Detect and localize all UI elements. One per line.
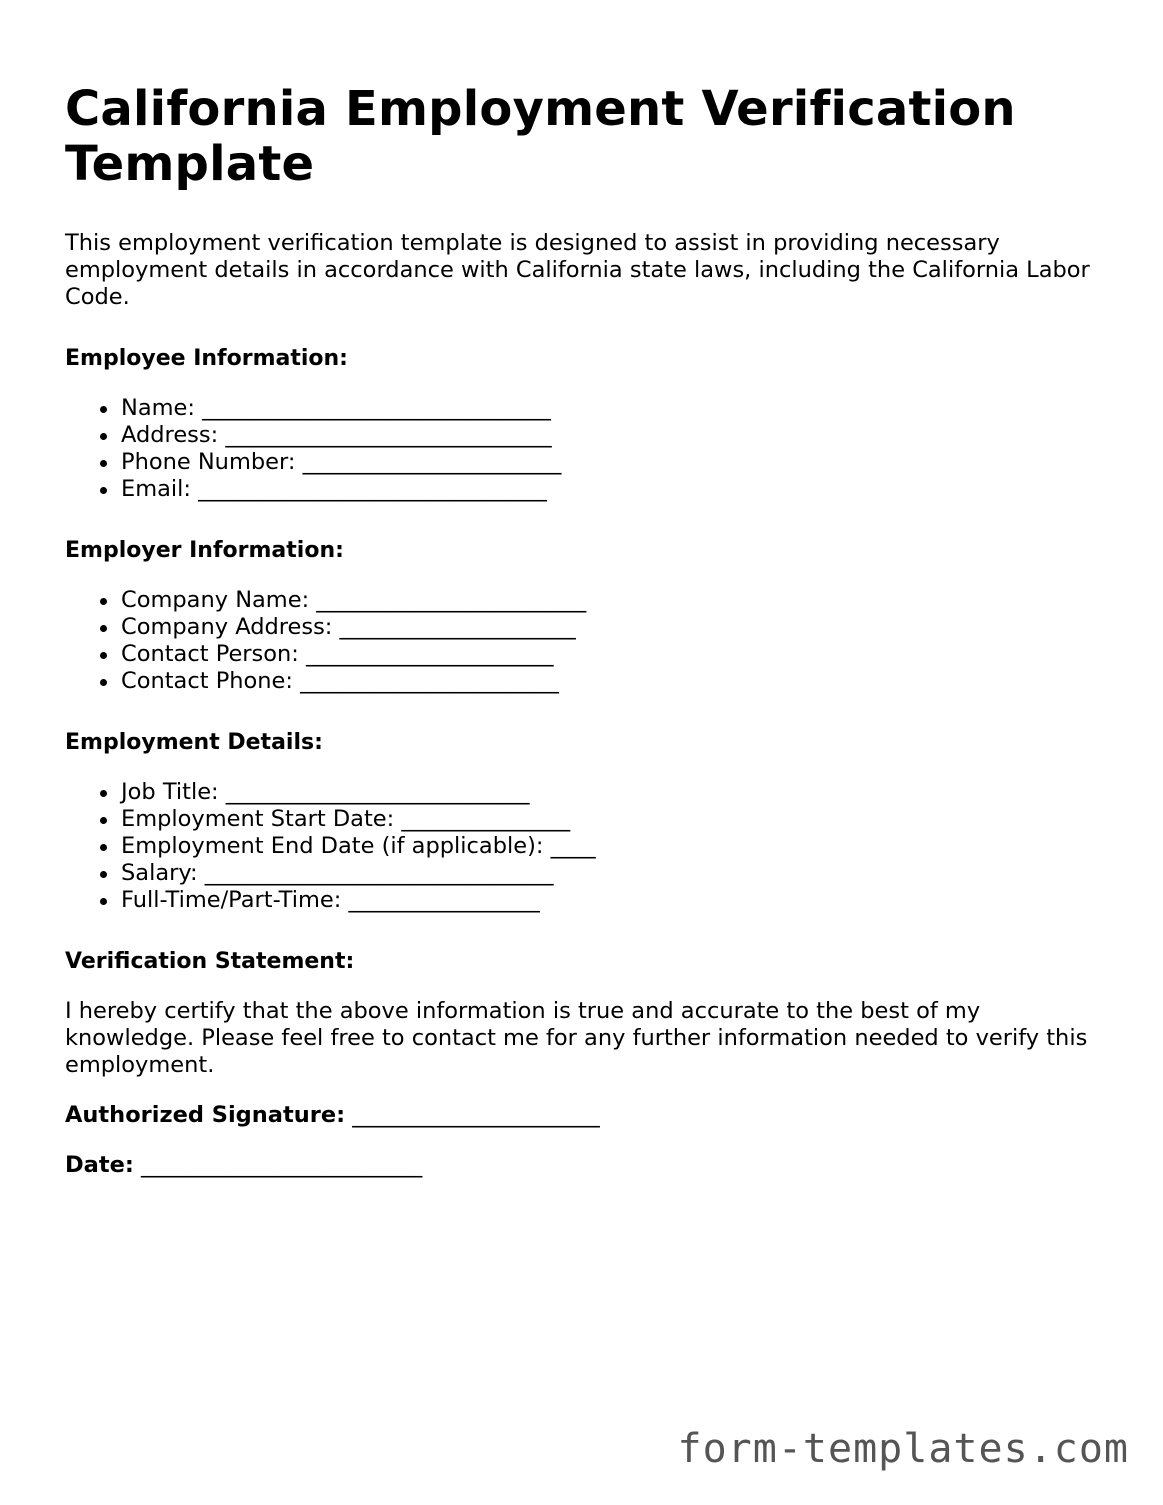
salary-field[interactable]: Salary: _______________________________	[121, 860, 1105, 887]
contact-phone-field[interactable]: Contact Phone: _______________________	[121, 668, 1105, 695]
employer-information-heading: Employer Information:	[65, 538, 344, 563]
date-row	[65, 1152, 1105, 1179]
employee-information-heading: Employee Information:	[65, 346, 348, 371]
authorized-signature-label: Authorized Signature:	[65, 1102, 346, 1128]
job-title-field[interactable]: Job Title: ___________________________	[121, 779, 1105, 806]
full-part-time-field[interactable]: Full-Time/Part-Time: _________________	[121, 887, 1105, 914]
authorized-signature-row	[65, 1102, 1105, 1129]
company-name-field[interactable]: Company Name: ________________________	[121, 587, 1105, 614]
authorized-signature-field[interactable]: ______________________	[345, 1102, 600, 1128]
watermark: form-templates.com	[677, 1426, 1129, 1472]
verification-statement-text: I hereby certify that the above information is true and accurate to the best of my knowledge. Please feel free to contact me for any further information needed to verify this employment.	[65, 998, 1088, 1078]
date-label: Date:	[65, 1152, 134, 1178]
employee-address-field[interactable]: Address: _____________________________	[121, 422, 1105, 449]
employment-details-heading: Employment Details:	[65, 730, 323, 755]
start-date-field[interactable]: Employment Start Date: _______________	[121, 806, 1105, 833]
employee-name-field[interactable]: Name: _______________________________	[121, 395, 1105, 422]
employee-phone-field[interactable]: Phone Number: _______________________	[121, 449, 1105, 476]
date-field[interactable]: _________________________	[133, 1152, 423, 1178]
employment-details-list	[65, 779, 1105, 914]
end-date-field[interactable]: Employment End Date (if applicable): ____	[121, 833, 1105, 860]
contact-person-field[interactable]: Contact Person: ______________________	[121, 641, 1105, 668]
document-page	[65, 82, 1105, 1179]
employee-email-field[interactable]: Email: _______________________________	[121, 476, 1105, 503]
intro-paragraph: This employment verification template is designed to assist in providing necessary employment details in accordance with California state laws, including the California Labor Code.	[65, 230, 1090, 310]
employee-information-list	[65, 395, 1105, 503]
company-address-field[interactable]: Company Address: _____________________	[121, 614, 1105, 641]
document-title: California Employment Verification Template	[65, 81, 1016, 192]
employer-information-list	[65, 587, 1105, 695]
verification-statement-heading: Verification Statement:	[65, 949, 355, 974]
